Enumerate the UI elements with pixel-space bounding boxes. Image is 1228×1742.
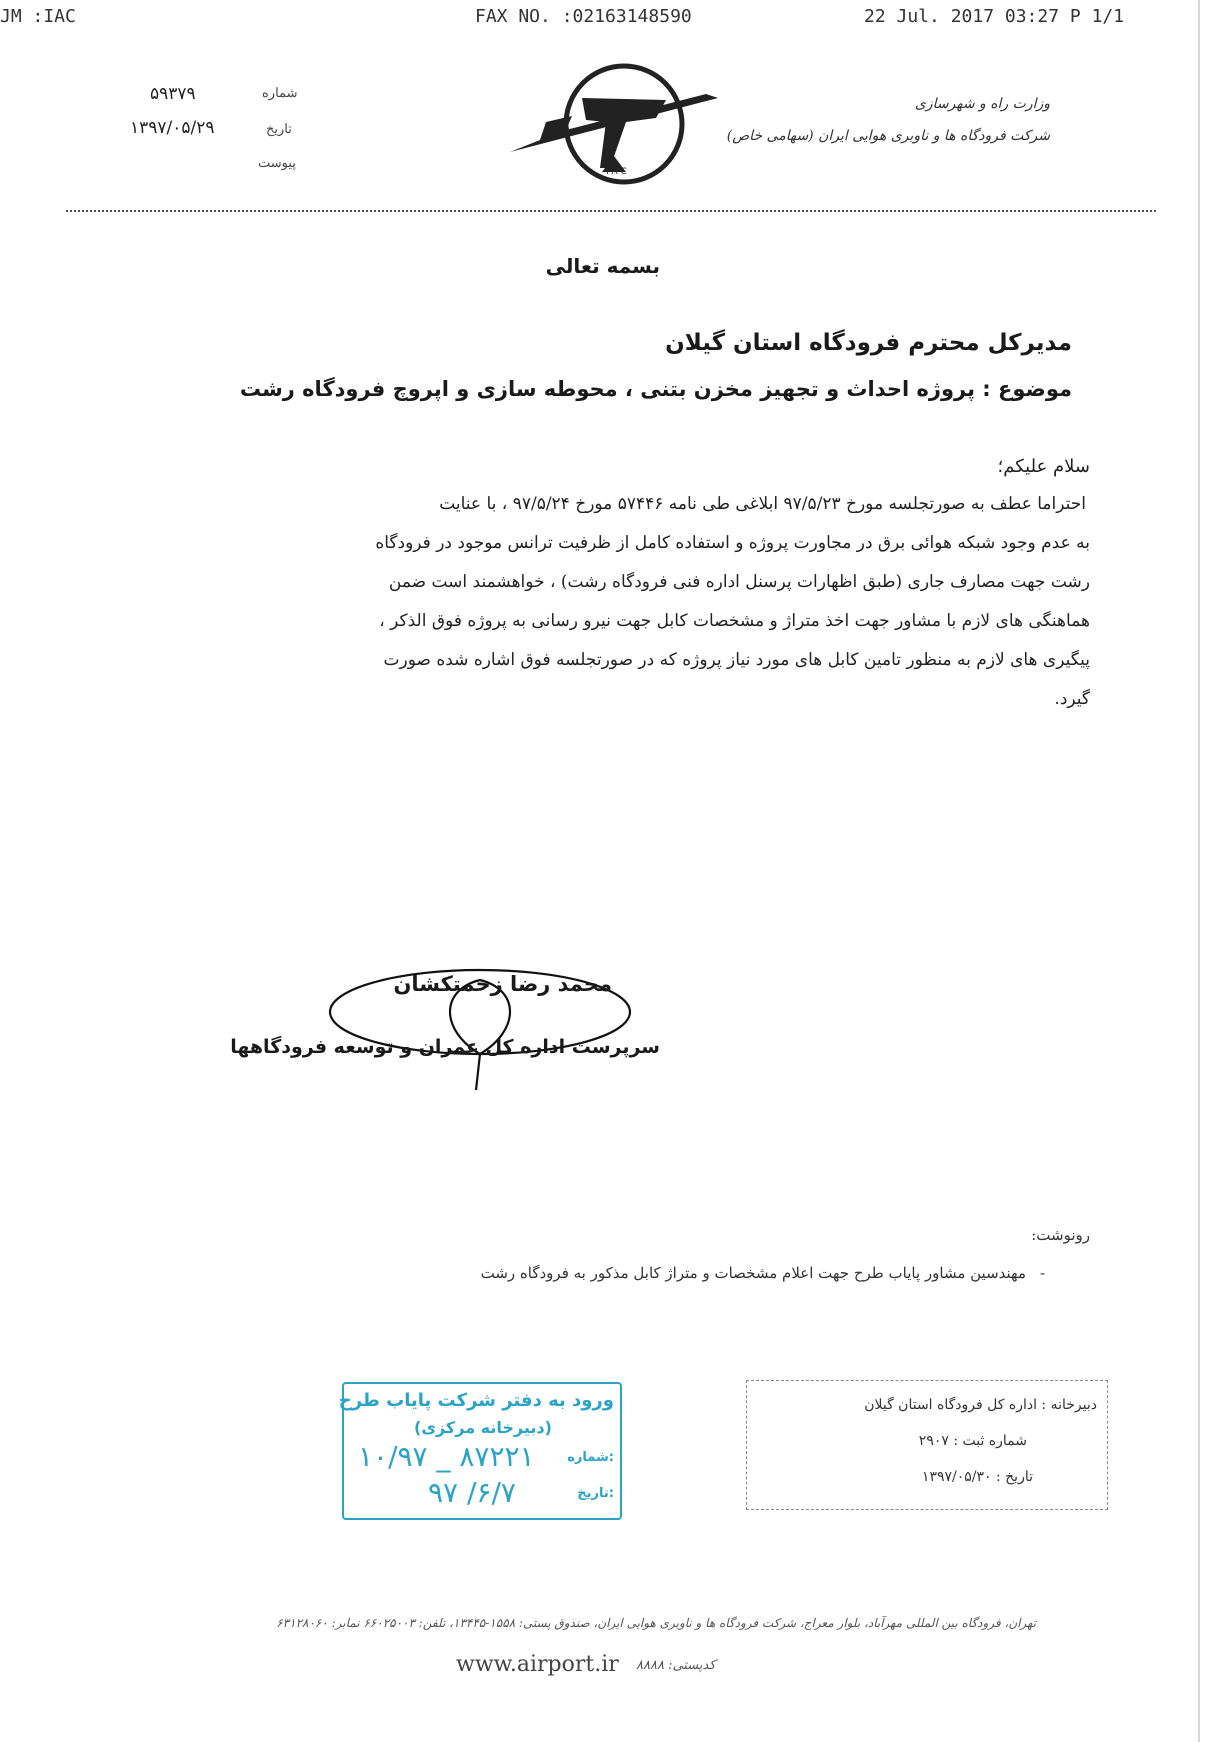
airport-company-logo [506,60,722,190]
subject-line: موضوع : پروژه احداث و تجهیز مخزن بتنی ، محوطه سازی و اپروچ فرودگاه رشت [239,377,1072,401]
bismillah-heading: بسمه تعالی [545,254,660,278]
body-line: پیگیری های لازم به منظور تامین کابل های مورد نیاز پروژه که در صورتجلسه فوق اشاره شده صورت [383,650,1090,670]
ministry-name: وزارت راه و شهرسازی [914,96,1050,112]
receipt-stamp [338,1382,622,1520]
signatory-position: سرپرست اداره کل عمران و توسعه فرودگاهها [230,1036,660,1058]
body-line: احتراما عطف به صورتجلسه مورخ ۹۷/۵/۲۳ ابلاغی طی نامه ۵۷۴۴۶ مورخ ۹۷/۵/۲۴ ، با عنایت [439,494,1086,514]
cc-label: رونوشت: [1031,1226,1090,1244]
letter-number-value: ۵۹۳۷۹ [150,84,196,104]
greeting: سلام علیکم؛ [997,456,1090,477]
fax-number: FAX NO. :02163148590 [475,6,692,27]
company-name: شرکت فرودگاه ها و ناوبری هوایی ایران (سهامی خاص) [726,128,1050,144]
body-line: به عدم وجود شبکه هوائی برق در مجاورت پروژه و استفاده کامل از ظرفیت ترانس موجود در فرودگاه [375,533,1090,553]
signatory-name: محمد رضا زحمتکشان [393,972,612,996]
letter-date-value: ۱۳۹۷/۰۵/۲۹ [130,118,215,138]
stamp-date-value: ۹۷ /۶/۷ [428,1476,516,1509]
footer-website: www.airport.ir [456,1652,619,1677]
cc-recipient: مهندسین مشاور پایاب طرح جهت اعلام مشخصات و متراژ کابل مذکور به فرودگاه رشت [480,1264,1026,1282]
letter-number-label: شماره [262,86,298,101]
recipient-line: مدیرکل محترم فرودگاه استان گیلان [665,330,1072,356]
stamp-number-label: شماره: [567,1450,614,1465]
cc-dash: - [1040,1264,1046,1282]
body-line: هماهنگی های لازم با مشاور جهت اخذ متراژ و مشخصات کابل جهت نیرو رسانی به پروژه فوق الذکر ، [379,611,1090,631]
stamp-number-value: ۱۰/۹۷ _ ۸۷۲۲۱ [358,1440,535,1473]
letter-body [218,494,1090,728]
stamp-subtitle: (دبیرخانه مرکزی) [414,1418,552,1437]
footer-postal-label: کدپستی: ۸۸۸۸ [636,1658,716,1673]
stamp-title: ورود به دفتر شرکت پایاب طرح [338,1390,614,1411]
body-line: رشت جهت مصارف جاری (طبق اظهارات پرسنل اداره فنی فرودگاه رشت) ، خواهشمند است ضمن [388,572,1090,592]
fax-timestamp: 22 Jul. 2017 03:27 P 1/1 [864,6,1125,27]
stamp-date-label: تاریخ: [577,1486,614,1501]
letter-date-label: تاریخ [266,122,292,137]
registry-number: شماره ثبت : ۲۹۰۷ [918,1433,1027,1449]
header-separator [66,210,1156,212]
fax-sender-id: JM :IAC [0,6,76,27]
footer-address: تهران، فرودگاه بین المللی مهرآباد، بلوار معراج، شرکت فرودگاه ها و ناوبری هوایی ایران، صندوق پستی: ۱۵۵۸-۱۳۴۴۵، تلفن: ۶۶۰۲۵۰۰۳ نمابر: ۶۳۱۲۸۰۶۰ [276,1616,1036,1630]
registry-office: دبیرخانه : اداره کل فرودگاه استان گیلان [864,1397,1097,1413]
registry-stamp [746,1380,1108,1510]
body-line: گیرد. [1054,689,1090,709]
svg-text:I A C: I A C [606,167,627,177]
registry-date: تاریخ : ۱۳۹۷/۰۵/۳۰ [921,1469,1033,1485]
letter-attachment-label: پیوست [258,156,296,171]
scan-edge-line [1198,0,1200,1742]
